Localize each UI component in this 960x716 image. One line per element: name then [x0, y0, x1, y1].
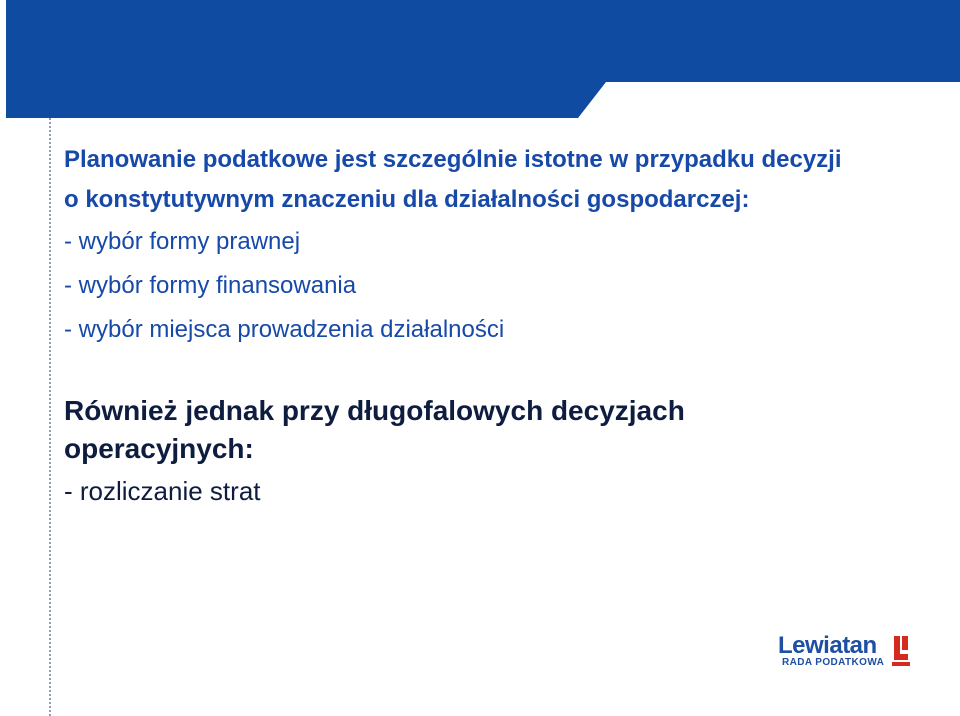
section-1-bullet: - wybór formy prawnej	[64, 228, 301, 255]
section-2-heading: Również jednak przy długofalowych decyzjach operacyjnych:	[64, 395, 685, 464]
section-1-bullet: - wybór miejsca prowadzenia działalności	[64, 316, 505, 343]
lewiatan-mark-icon	[890, 634, 912, 668]
logo-subtitle: RADA PODATKOWA	[782, 657, 885, 668]
section-1-heading: Planowanie podatkowe jest szczególnie istotne w przypadku decyzji o konstytutywnym znaczeniu dla działalności gospodarczej:	[64, 146, 842, 213]
lewiatan-logo	[778, 632, 918, 676]
dotted-vertical-rule	[49, 118, 51, 716]
header-band-shape	[6, 0, 960, 118]
section-2-bullet: - rozliczanie strat	[64, 476, 261, 506]
slide-content	[64, 140, 944, 514]
header-band	[0, 0, 960, 118]
section-1-bullets	[64, 220, 944, 352]
logo-wordmark: Lewiatan	[778, 632, 877, 659]
section-1-bullet: - wybór formy finansowania	[64, 272, 357, 299]
